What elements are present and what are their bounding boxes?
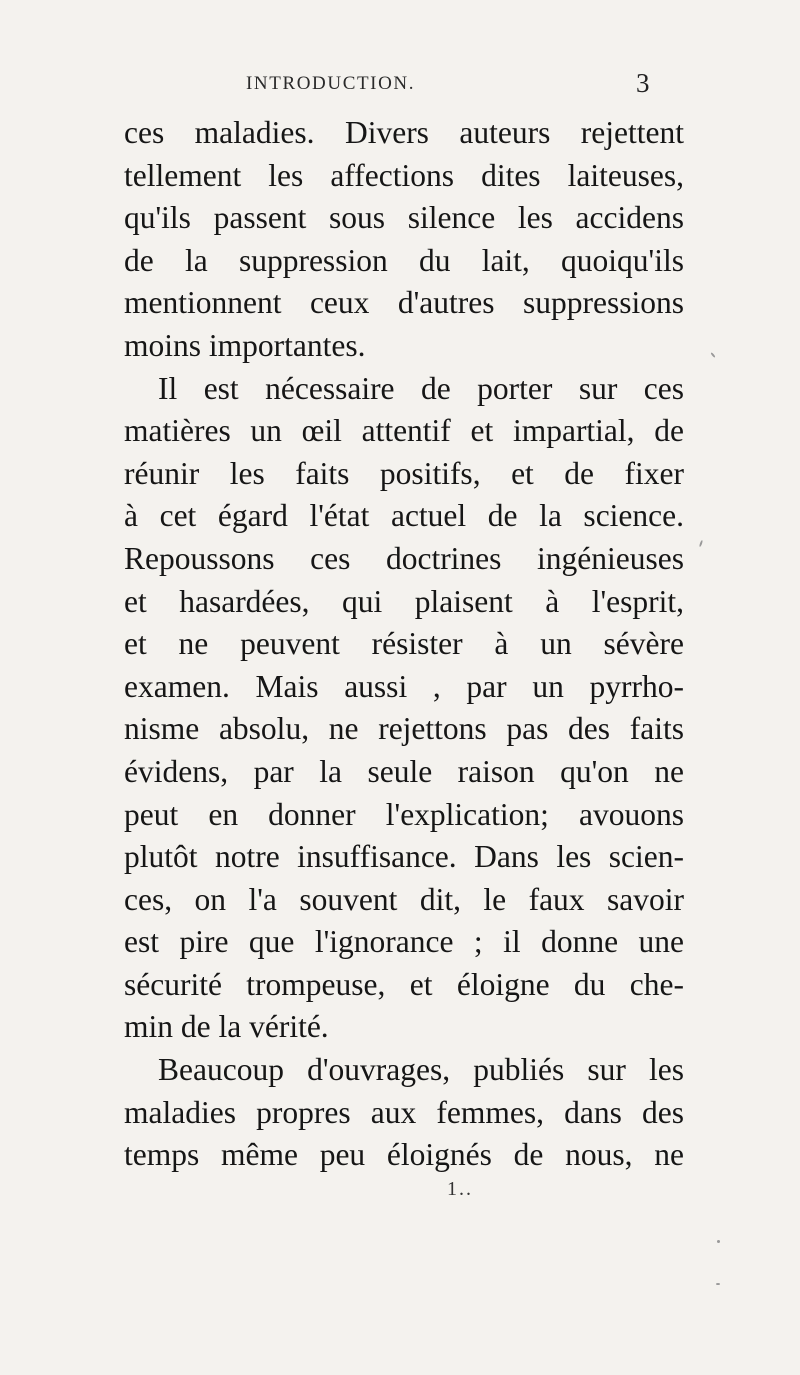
text-line: sécurité trompeuse, et éloigne du che- [124, 966, 684, 1002]
text-line: qu'ils passent sous silence les accidens [124, 200, 684, 236]
text-line: min de la vérité. [124, 1009, 329, 1045]
running-head-title: INTRODUCTION. [246, 73, 416, 94]
text-line: de la suppression du lait, quoiqu'ils [124, 242, 684, 278]
paragraph-start-line: Beaucoup d'ouvrages, publiés sur les [158, 1052, 684, 1088]
paper-speck [716, 1283, 720, 1285]
text-line: examen. Mais aussi , par un pyrrho- [124, 668, 684, 704]
paper-speck [717, 1240, 720, 1243]
text-line: moins importantes. [124, 327, 366, 363]
page-number: 3 [636, 68, 650, 98]
text-line: Repoussons ces doctrines ingénieuses [124, 540, 684, 576]
signature-mark: 1.. [447, 1178, 473, 1200]
text-line: temps même peu éloignés de nous, ne [124, 1137, 684, 1173]
text-line: réunir les faits positifs, et de fixer [124, 455, 684, 491]
text-line: et hasardées, qui plaisent à l'esprit, [124, 583, 684, 619]
paragraph-start-line: Il est nécessaire de porter sur ces [158, 370, 684, 406]
text-line: ces maladies. Divers auteurs rejettent [124, 115, 684, 150]
text-line: et ne peuvent résister à un sévère [124, 626, 684, 662]
text-line: à cet égard l'état actuel de la science. [124, 498, 684, 534]
text-line: ces, on l'a souvent dit, le faux savoir [124, 881, 684, 917]
text-line: nisme absolu, ne rejettons pas des faits [124, 711, 684, 747]
body-text [124, 112, 684, 1177]
text-line: évidens, par la seule raison qu'on ne [124, 753, 684, 789]
text-line: peut en donner l'explication; avouons [124, 796, 684, 832]
text-line: plutôt notre insuffisance. Dans les scien- [124, 839, 684, 875]
text-line: matières un œil attentif et impartial, de [124, 413, 684, 449]
paper-speck [699, 540, 703, 547]
running-header [0, 68, 800, 98]
text-line: est pire que l'ignorance ; il donne une [124, 924, 684, 960]
text-line: tellement les affections dites laiteuses, [124, 157, 684, 193]
paper-speck [710, 352, 715, 358]
text-line: maladies propres aux femmes, dans des [124, 1094, 684, 1130]
text-line: mentionnent ceux d'autres suppressions [124, 285, 684, 321]
